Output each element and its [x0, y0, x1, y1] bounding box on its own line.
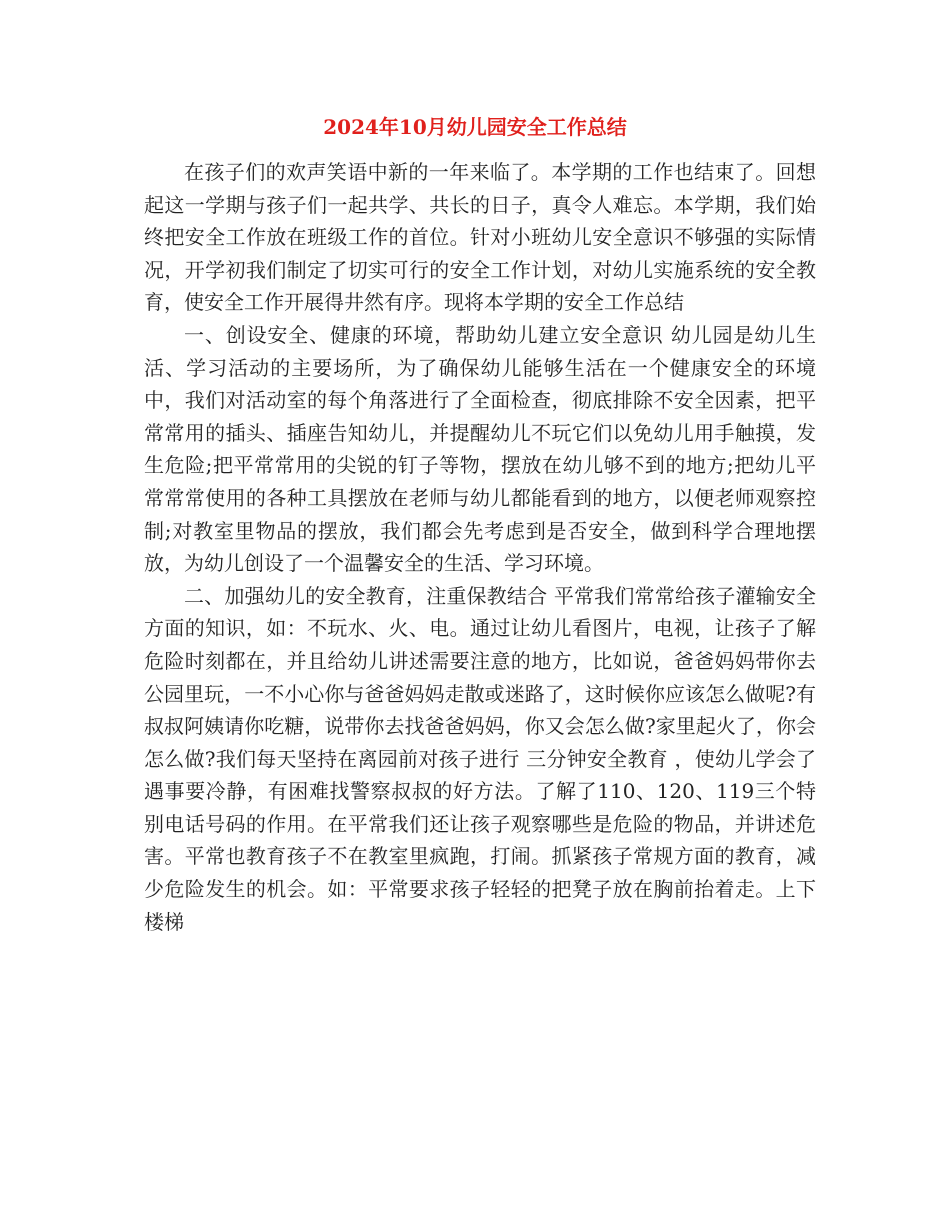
paragraph-intro: 在孩子们的欢声笑语中新的一年来临了。本学期的工作也结束了。回想起这一学期与孩子们一起共学、共长的日子，真令人难忘。本学期，我们始终把安全工作放在班级工作的首位。针对小班幼儿安全意识不够强的实际情况，开学初我们制定了切实可行的安全工作计划，对幼儿实施系统的安全教育，使安全工作开展得井然有序。现将本学期的安全工作总结	[144, 160, 816, 315]
paragraph-environment: 一、创设安全、健康的环境，帮助幼儿建立安全意识 幼儿园是幼儿生活、学习活动的主要场所，为了确保幼儿能够生活在一个健康安全的环境中，我们对活动室的每个角落进行了全面检查，彻底排除不安全因素，把平常常用的插头、插座告知幼儿，并提醒幼儿不玩它们以免幼儿用手触摸，发生危险;把平常常用的尖锐的钉子等物，摆放在幼儿够不到的地方;把幼儿平常常常使用的各种工具摆放在老师与幼儿都能看到的地方，以便老师观察控制;对教室里物品的摆放，我们都会先考虑到是否安全，做到科学合理地摆放，为幼儿创设了一个温馨安全的生活、学习环境。	[144, 322, 816, 576]
document-title: 2024年10月幼儿园安全工作总结	[323, 115, 627, 139]
paragraph-education: 二、加强幼儿的安全教育，注重保教结合 平常我们常常给孩子灌输安全方面的知识，如：不玩水、火、电。通过让幼儿看图片，电视，让孩子了解危险时刻都在，并且给幼儿讲述需要注意的地方，比如说，爸爸妈妈带你去公园里玩，一不小心你与爸爸妈妈走散或迷路了，这时候你应该怎么做呢?有叔叔阿姨请你吃糖，说带你去找爸爸妈妈，你又会怎么做?家里起火了，你会怎么做?我们每天坚持在离园前对孩子进行 三分钟安全教育 ，使幼儿学会了遇事要冷静，有困难找警察叔叔的好方法。了解了110、120、119三个特别电话号码的作用。在平常我们还让孩子观察哪些是危险的物品，并讲述危害。平常也教育孩子不在教室里疯跑，打闹。抓紧孩子常规方面的教育，减少危险发生的机会。如：平常要求孩子轻轻的把凳子放在胸前抬着走。上下楼梯	[144, 583, 816, 934]
document-body	[144, 156, 816, 938]
